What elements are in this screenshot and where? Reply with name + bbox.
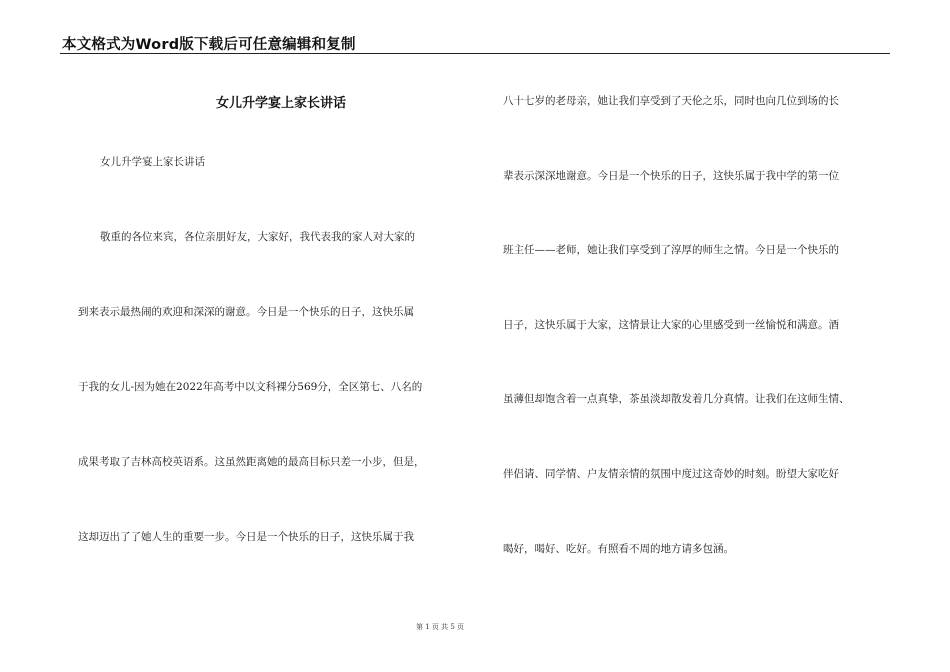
left-paragraph-line: 女儿升学宴上家长讲话	[100, 156, 205, 168]
right-paragraph-line: 班主任——老师，她让我们享受到了淳厚的师生之情。今日是一个快乐的	[503, 244, 839, 256]
left-paragraph-line: 敬重的各位来宾，各位亲朋好友，大家好，我代表我的家人对大家的	[100, 231, 415, 243]
right-paragraph-line: 喝好，喝好、吃好。有照看不周的地方请多包涵。	[503, 543, 734, 555]
right-paragraph-line: 伴侣请、同学情、户友情亲情的氛围中度过这奇妙的时刻。盼望大家吃好	[503, 468, 839, 480]
right-paragraph-line: 八十七岁的老母亲，她让我们享受到了天伦之乐，同时也向几位到场的长	[503, 95, 839, 107]
page-number-footer: 第 1 页 共 5 页	[415, 623, 465, 631]
right-paragraph-line: 辈表示深深地谢意。今日是一个快乐的日子，这快乐属于我中学的第一位	[503, 170, 839, 182]
left-paragraph-line: 于我的女儿-因为她在2022年高考中以文科裸分569分，全区第七、八名的	[78, 381, 423, 393]
left-paragraph-line: 成果考取了吉林高校英语系。这虽然距离她的最高目标只差一小步，但是，	[78, 456, 425, 468]
right-paragraph-line: 日子，这快乐属于大家，这情景让大家的心里感受到一丝愉悦和满意。酒	[503, 319, 839, 331]
document-header-banner: 本文格式为Word版下载后可任意编辑和复制	[62, 37, 356, 53]
left-paragraph-line: 到来表示最热闹的欢迎和深深的谢意。今日是一个快乐的日子，这快乐属	[78, 306, 414, 318]
right-paragraph-line: 虽薄但却饱含着一点真挚，茶虽淡却散发着几分真情。让我们在这师生情、	[503, 393, 850, 405]
document-title: 女儿升学宴上家长讲话	[215, 96, 346, 111]
left-paragraph-line: 这却迈出了了她人生的重要一步。今日是一个快乐的日子，这快乐属于我	[78, 531, 414, 543]
header-divider	[60, 53, 890, 54]
